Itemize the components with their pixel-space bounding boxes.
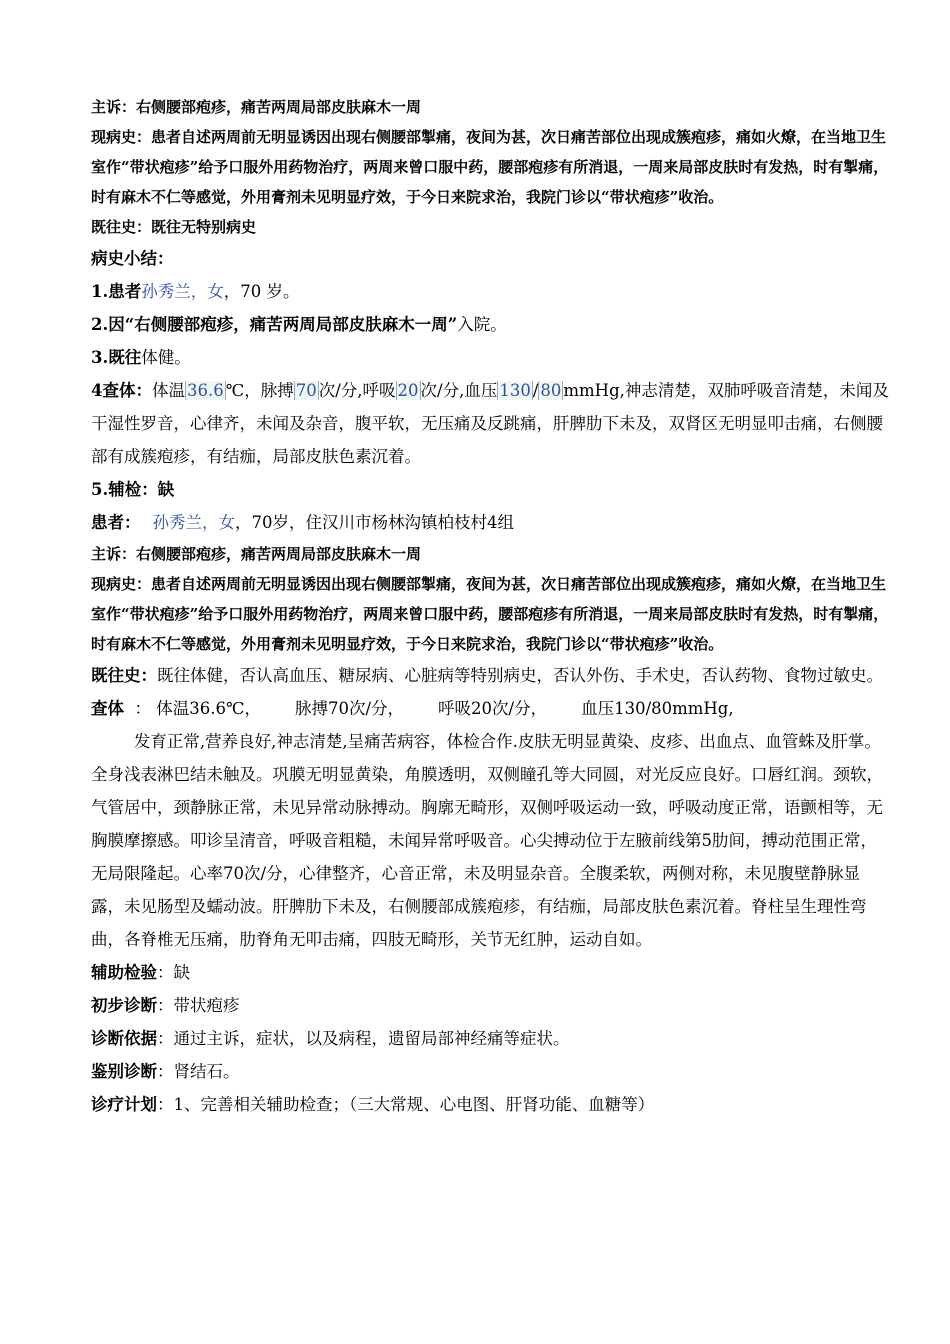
diagnosis-basis xyxy=(91,1022,890,1055)
address-2: ，70岁，住汉川市杨林沟镇柏枝村4组 xyxy=(235,513,514,532)
summary-item-1 xyxy=(91,275,890,308)
summary-item-4-exam xyxy=(91,374,890,473)
aux-colon-2: ： xyxy=(157,963,174,982)
bp-dia-field: 80 xyxy=(540,381,562,400)
age-1: ，70 岁。 xyxy=(223,282,300,301)
summary-item-1-prefix: 1.患者 xyxy=(91,282,142,301)
present-illness-1: 现病史：患者自述两周前无明显诱因出现右侧腰部掣痛，夜间为甚，次日痛苦部位出现成簇疱疹，痛如火燎，在当地卫生室作“带状疱疹”给予口服外用药物治疗，两周来曾口服中药，腰部疱疹有所消退，一周来局部皮肤时有发热，时有掣痛，时有麻木不仁等感觉，外用膏剂未见明显疗效，于今日来院求治，我院门诊以“带状疱疹”收治。 xyxy=(91,128,889,206)
patient-name-1: 孙秀兰 xyxy=(141,282,191,301)
bp-sys-field: 130 xyxy=(499,381,531,400)
gender-1: 女 xyxy=(207,282,224,301)
basis-text: 通过主诉，症状，以及病程，遗留局部神经痛等症状。 xyxy=(173,1029,570,1048)
vital-resp: 呼吸20次/分， xyxy=(438,699,548,718)
summary-item-2-prefix: 2.因 xyxy=(91,315,125,334)
vital-pulse: 脉搏70次/分， xyxy=(294,699,405,718)
chief-complaint-2: 主诉：右侧腰部疱疹，痛苦两周局部皮肤麻木一周 xyxy=(91,545,422,563)
exam-vitals-2 xyxy=(91,692,890,725)
past-label-2: 既往史： xyxy=(91,666,157,685)
exam-colon-2: ： xyxy=(134,699,151,718)
exam-text-rest: mmHg,神志清楚，双肺呼吸音清楚，未闻及干湿性罗音，心律齐，未闻及杂音，腹平软，无压痛及反跳痛，肝脾肋下未及，双肾区无明显叩击痛，右侧腰部有成簇疱疹，有结痂，局部皮肤色素沉着。 xyxy=(91,381,889,466)
present-illness-2: 现病史：患者自述两周前无明显诱因出现右侧腰部掣痛，夜间为甚，次日痛苦部位出现成簇疱疹，痛如火燎，在当地卫生室作“带状疱疹”给予口服外用药物治疗，两周来曾口服中药，腰部疱疹有所消退，一周来局部皮肤时有发热，时有掣痛，时有麻木不仁等感觉，外用膏剂未见明显疗效，于今日来院求治，我院门诊以“带状疱疹”收治。 xyxy=(91,575,889,653)
bp-slash: / xyxy=(532,381,539,400)
aux-exam-2 xyxy=(91,956,890,989)
exam-text-temp-label: 体温 xyxy=(151,381,185,400)
aux-exam-1: 5.辅检：缺 xyxy=(91,480,175,499)
resp-field: 20 xyxy=(397,381,419,400)
past-history-1: 既往史：既往无特别病史 xyxy=(91,218,257,236)
summary-item-2-suffix: 入院。 xyxy=(457,315,507,334)
patient-label-2: 患者： xyxy=(91,513,141,532)
comma-1: ， xyxy=(190,282,208,301)
diff-label: 鉴别诊断 xyxy=(91,1062,157,1081)
summary-item-3-prefix: 3.既往 xyxy=(91,348,142,367)
summary-item-2 xyxy=(91,308,890,341)
comma-2: ， xyxy=(202,513,219,532)
plan-colon: ： xyxy=(157,1095,174,1114)
aux-text-2: 缺 xyxy=(173,963,190,982)
summary-title: 病史小结： xyxy=(91,249,174,268)
vital-bp: 血压130/80mmHg, xyxy=(581,699,734,718)
gender-2: 女 xyxy=(218,513,235,532)
vital-temp: 体温36.6℃， xyxy=(156,699,261,718)
plan-text: 1、完善相关辅助检查；（三大常规、心电图、肝肾功能、血糖等） xyxy=(173,1095,655,1114)
summary-item-3 xyxy=(91,341,890,374)
exam-text-bp-label: 次/分,血压 xyxy=(420,381,498,400)
past-history-2 xyxy=(91,659,890,692)
summary-item-2-quote: “右侧腰部疱疹，痛苦两周局部皮肤麻木一周” xyxy=(124,315,458,334)
pulse-field: 70 xyxy=(295,381,317,400)
patient-line-2 xyxy=(91,506,890,539)
dx-colon: ： xyxy=(157,996,174,1015)
past-text-2: 既往体健，否认高血压、糖尿病、心脏病等特别病史，否认外伤、手术史，否认药物、食物过敏史。 xyxy=(157,666,883,685)
chief-complaint-1: 主诉：右侧腰部疱疹，痛苦两周局部皮肤麻木一周 xyxy=(91,98,422,116)
basis-label: 诊断依据 xyxy=(91,1029,157,1048)
patient-name-2: 孙秀兰 xyxy=(152,513,202,532)
diff-colon: ： xyxy=(157,1062,174,1081)
initial-diagnosis xyxy=(91,989,890,1022)
diff-text: 肾结石。 xyxy=(173,1062,240,1081)
exam-detail-2: 发育正常,营养良好,神志清楚,呈痛苦病容，体检合作.皮肤无明显黄染、皮疹、出血点、血管蛛及肝掌。全身浅表淋巴结未触及。巩膜无明显黄染，角膜透明，双侧瞳孔等大同圆，对光反应良好。口唇红润。颈软，气管居中，颈静脉正常，未见异常动脉搏动。胸廓无畸形，双侧呼吸运动一致，呼吸动度正常，语颤相等，无胸膜摩擦感。叩诊呈清音，呼吸音粗糙，未闻异常呼吸音。心尖搏动位于左腋前线第5肋间，搏动范围正常，无局限隆起。心率70次/分，心律整齐，心音正常，未及明显杂音。全腹柔软，两侧对称，未见腹壁静脉显露，未见肠型及蠕动波。肝脾肋下未及，右侧腰部成簇疱疹，有结痂，局部皮肤色素沉着。脊柱呈生理性弯曲，各脊椎无压痛，肋脊角无叩击痛，四肢无畸形，关节无红肿，运动自如。 xyxy=(91,732,883,949)
dx-label: 初步诊断 xyxy=(91,996,157,1015)
treatment-plan xyxy=(91,1088,890,1121)
differential-diagnosis xyxy=(91,1055,890,1088)
aux-label-2: 辅助检验 xyxy=(91,963,157,982)
summary-item-3-text: 体健。 xyxy=(141,348,191,367)
dx-text: 带状疱疹 xyxy=(173,996,240,1015)
temp-field: 36.6 xyxy=(186,381,224,400)
plan-label: 诊疗计划 xyxy=(91,1095,157,1114)
exam-label-2: 查体 xyxy=(91,699,124,718)
basis-colon: ： xyxy=(157,1029,174,1048)
exam-text-pulse-label: ℃，脉搏 xyxy=(225,381,294,400)
exam-label-1: 4查体： xyxy=(91,381,152,400)
exam-text-resp-label: 次/分,呼吸 xyxy=(318,381,396,400)
